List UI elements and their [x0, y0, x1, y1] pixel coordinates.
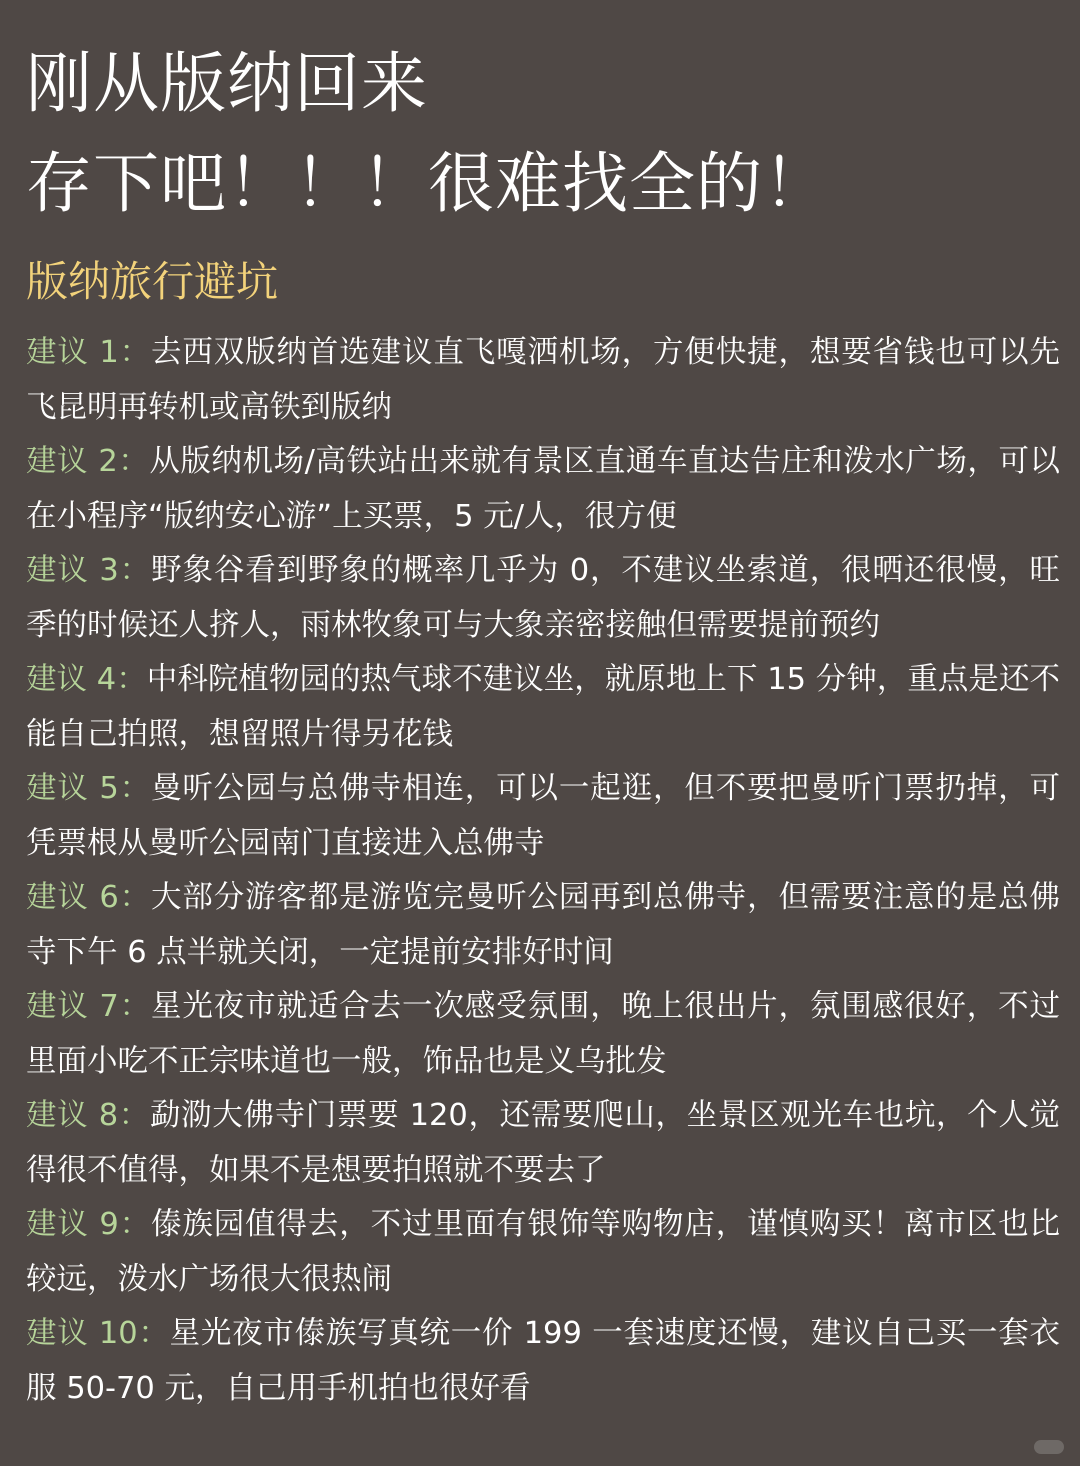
tip-item — [26, 326, 1060, 435]
tip-item — [26, 653, 1060, 762]
tip-text: 大部分游客都是游览完曼听公园再到总佛寺，但需要注意的是总佛寺下午 6 点半就关闭，一定提前安排好时间 — [26, 880, 1060, 970]
tip-label: 建议 3： — [26, 553, 152, 588]
tip-label: 建议 8： — [26, 1098, 150, 1133]
tip-label: 建议 9： — [26, 1207, 151, 1242]
tip-text: 曼听公园与总佛寺相连，可以一起逛，但不要把曼听门票扔掉，可凭票根从曼听公园南门直接进入总佛寺 — [26, 771, 1060, 861]
tips-list — [26, 326, 1060, 1416]
tip-text: 去西双版纳首选建议直飞嘎洒机场，方便快捷，想要省钱也可以先飞昆明再转机或高铁到版纳 — [26, 335, 1060, 425]
page-title-line-1: 刚从版纳回来 — [26, 45, 428, 122]
tip-text: 野象谷看到野象的概率几乎为 0，不建议坐索道，很晒还很慢，旺季的时候还人挤人，雨林牧象可与大象亲密接触但需要提前预约 — [26, 553, 1060, 643]
watermark-logo — [1034, 1440, 1064, 1454]
tip-item — [26, 980, 1060, 1089]
tip-label: 建议 6： — [26, 880, 151, 915]
tip-item — [26, 762, 1060, 871]
page-title-line-2: 存下吧！！！很难找全的！ — [26, 145, 830, 222]
tip-text: 星光夜市就适合去一次感受氛围，晚上很出片，氛围感很好，不过里面小吃不正宗味道也一般，饰品也是义乌批发 — [26, 989, 1060, 1079]
tip-label: 建议 5： — [26, 771, 151, 806]
tip-item — [26, 1307, 1060, 1416]
tip-label: 建议 7： — [26, 989, 151, 1024]
tip-text: 中科院植物园的热气球不建议坐，就原地上下 15 分钟，重点是还不能自己拍照，想留照片得另花钱 — [26, 662, 1060, 752]
tip-label: 建议 4： — [26, 662, 147, 697]
tip-item — [26, 1198, 1060, 1307]
tip-text: 傣族园值得去，不过里面有银饰等购物店，谨慎购买！离市区也比较远，泼水广场很大很热闹 — [26, 1207, 1060, 1297]
tip-text: 从版纳机场/高铁站出来就有景区直通车直达告庄和泼水广场，可以在小程序“版纳安心游”上买票，5 元/人，很方便 — [26, 444, 1060, 534]
tip-label: 建议 2： — [26, 444, 150, 479]
tip-item — [26, 1089, 1060, 1198]
tip-item — [26, 544, 1060, 653]
tip-text: 勐泐大佛寺门票要 120，还需要爬山，坐景区观光车也坑，个人觉得很不值得，如果不是想要拍照就不要去了 — [26, 1098, 1060, 1188]
tip-label: 建议 10： — [26, 1316, 170, 1351]
section-subtitle: 版纳旅行避坑 — [26, 257, 279, 306]
tip-text: 星光夜市傣族写真统一价 199 一套速度还慢，建议自己买一套衣服 50-70 元，自己用手机拍也很好看 — [26, 1316, 1060, 1406]
tip-item — [26, 435, 1060, 544]
tip-item — [26, 871, 1060, 980]
tip-label: 建议 1： — [26, 335, 151, 370]
